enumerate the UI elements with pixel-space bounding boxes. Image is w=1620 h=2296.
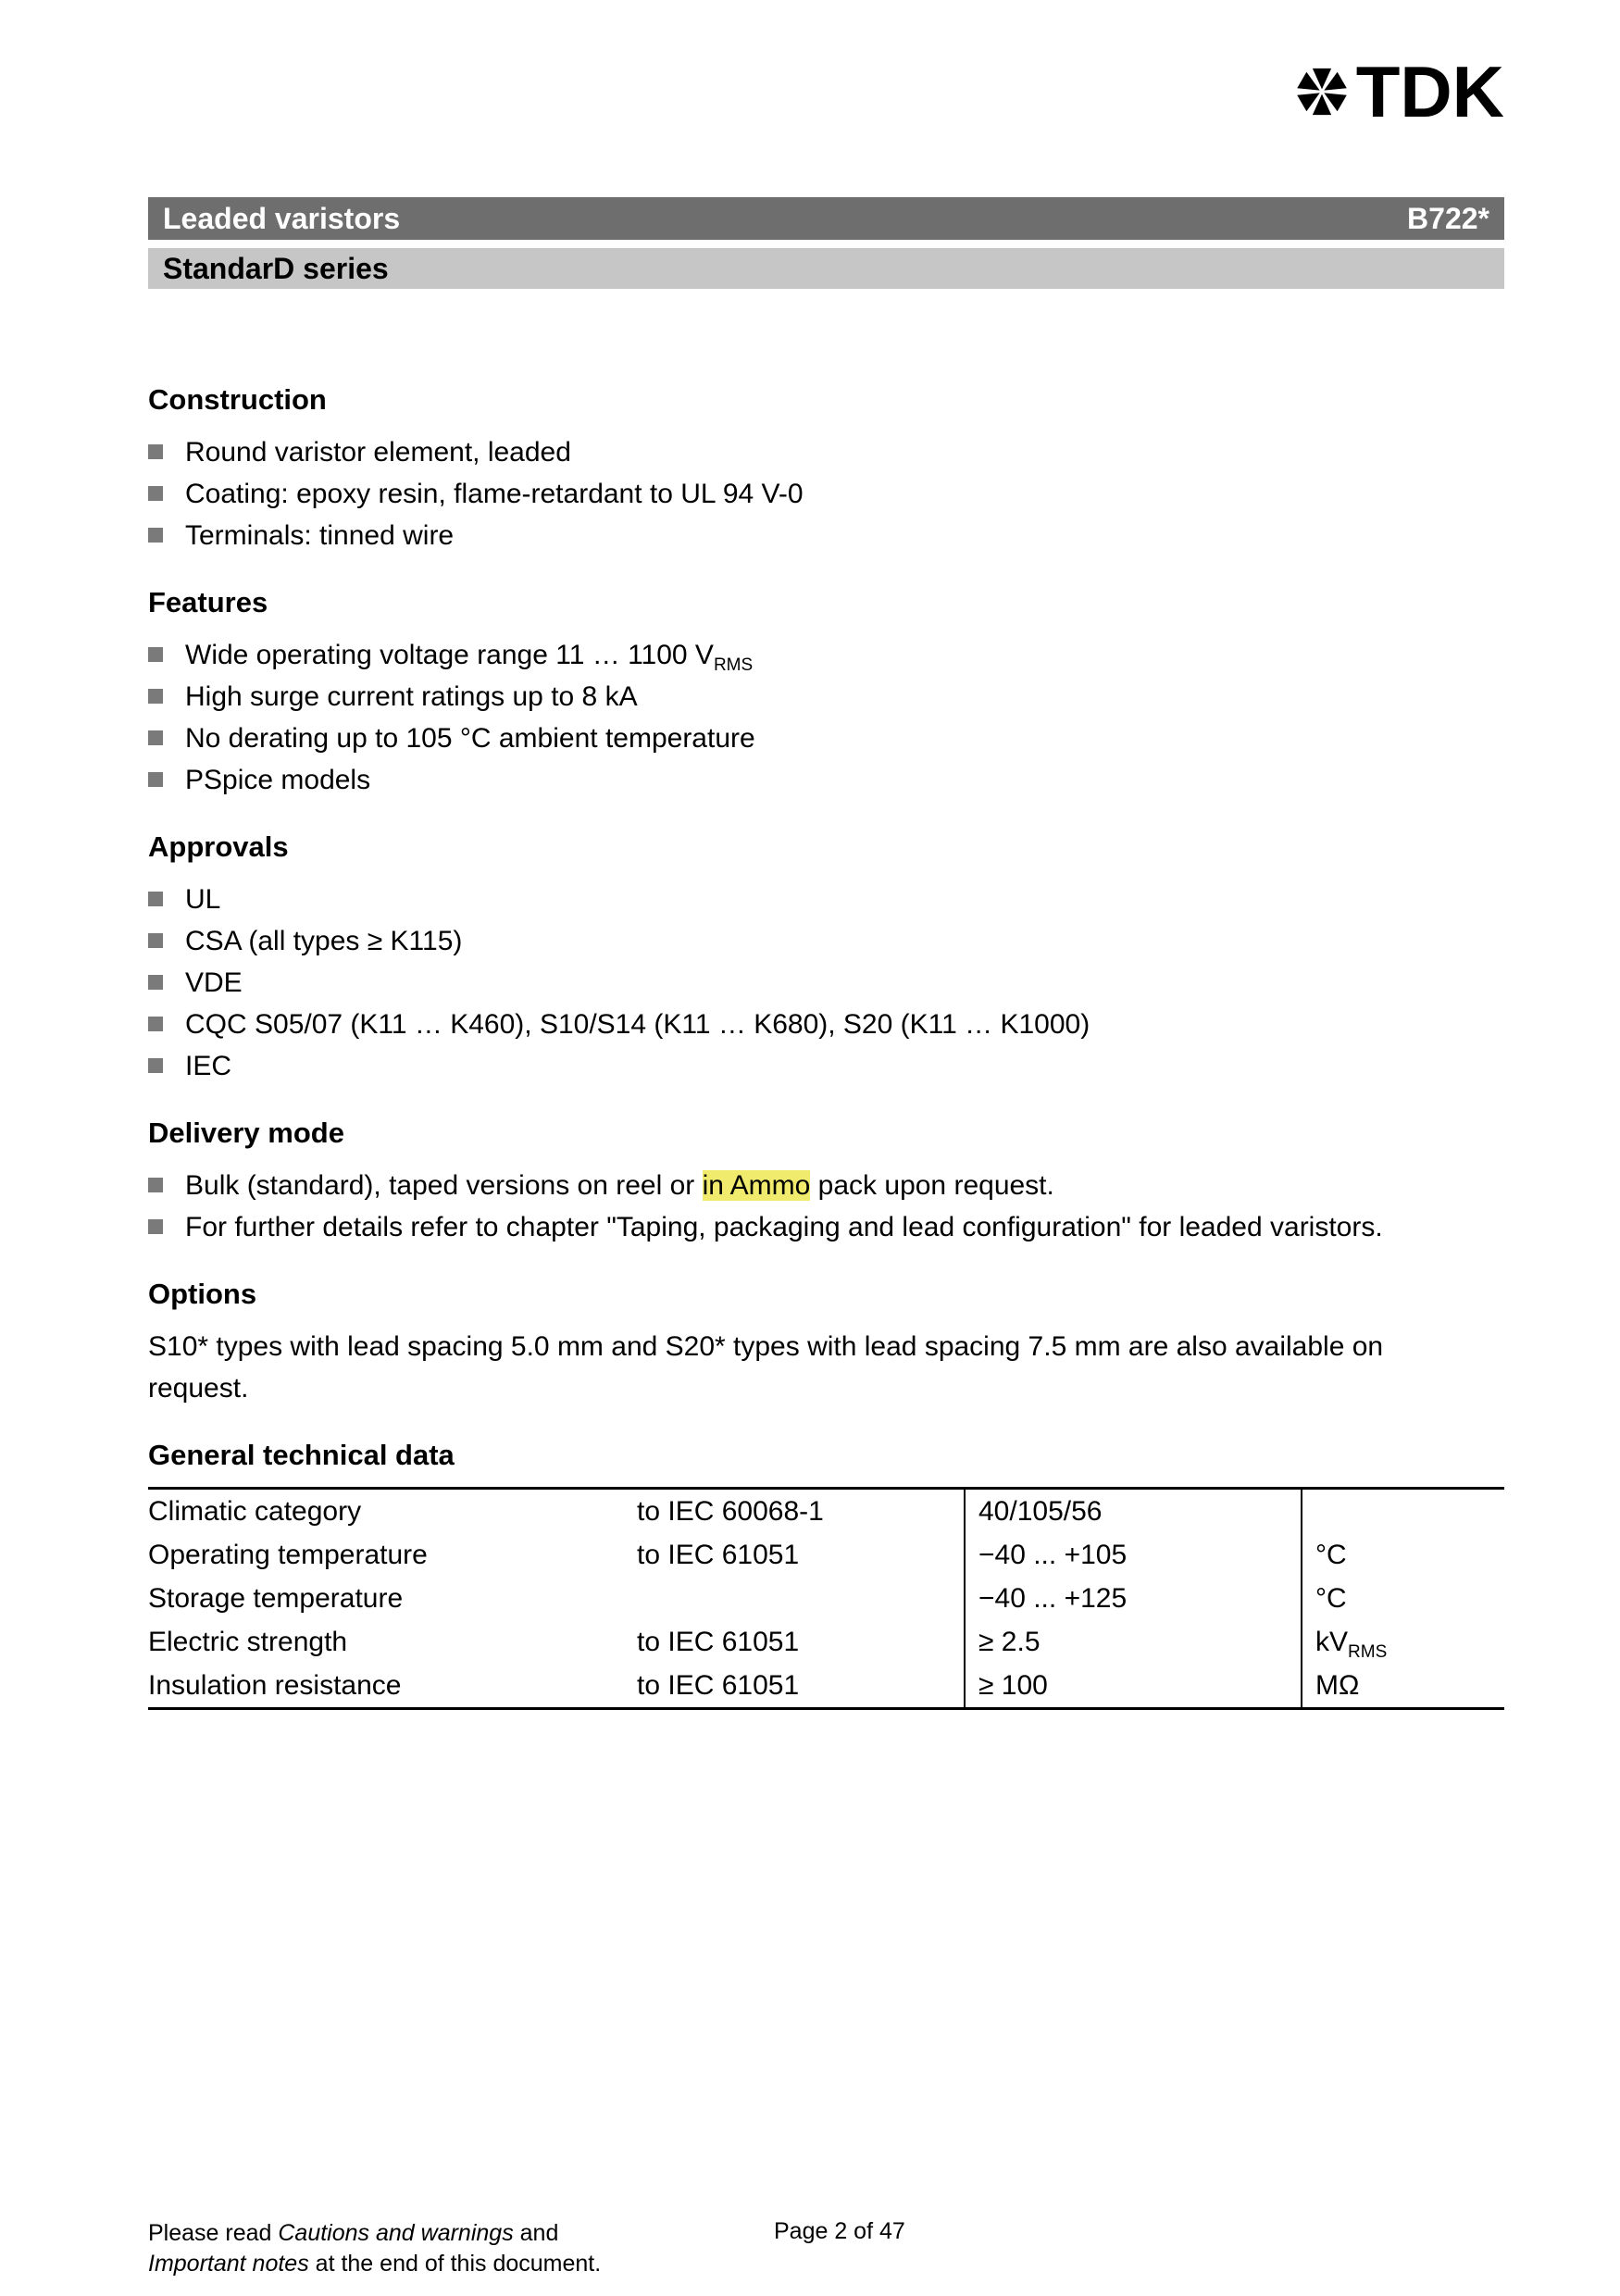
section-heading-features: Features: [148, 586, 268, 618]
footer-text: at the end of this document.: [308, 2251, 602, 2277]
list-item: [148, 1165, 1504, 1206]
cell-property: Climatic category: [148, 1496, 362, 1527]
list-item-text: Wide operating voltage range 11 … 1100 V: [185, 640, 714, 670]
unit-text: °C: [1315, 1540, 1347, 1570]
construction-list: [148, 431, 1504, 556]
footer-line-2: [148, 2249, 601, 2279]
section-heading-general-technical-data: General technical data: [148, 1439, 455, 1471]
section-heading-options: Options: [148, 1278, 257, 1310]
cell-value: ≥ 2.5: [964, 1620, 1301, 1664]
subheader-bar: [148, 248, 1504, 289]
part-number: B722*: [1407, 201, 1489, 235]
list-item: [148, 676, 1504, 718]
cell-unit: [1301, 1490, 1504, 1533]
cell-unit: [1301, 1533, 1504, 1577]
delivery-mode-list: [148, 1165, 1504, 1248]
list-item: [148, 1045, 1504, 1087]
footer-note: [148, 2218, 601, 2279]
list-item: [148, 920, 1504, 962]
list-item-text: VDE: [185, 967, 243, 998]
page-number: Page 2 of 47: [774, 2218, 905, 2244]
tdk-star-icon: [1292, 62, 1352, 121]
list-item-text: Round varistor element, leaded: [185, 437, 571, 468]
unit-text: MΩ: [1315, 1670, 1360, 1701]
list-item-text: CQC S05/07 (K11 … K460), S10/S14 (K11 … K680), S20 (K11 … K1000): [185, 1009, 1090, 1040]
footer-line-1: [148, 2218, 601, 2249]
cell-value: ≥ 100: [964, 1664, 1301, 1707]
page-content: [148, 197, 1504, 1710]
list-item-text: Terminals: tinned wire: [185, 520, 455, 551]
list-item-text: No derating up to 105 °C ambient temperature: [185, 723, 755, 754]
list-item: [148, 473, 1504, 515]
cell-unit: [1301, 1577, 1504, 1620]
list-item: [148, 634, 1504, 676]
bullet-square-icon: [148, 1219, 163, 1234]
footer-text-italic: Important notes: [148, 2251, 309, 2277]
cell-property: Insulation resistance: [148, 1670, 402, 1701]
subscript-text: RMS: [713, 655, 754, 675]
cell-value: −40 ... +125: [964, 1577, 1301, 1620]
header-bar: [148, 197, 1504, 240]
unit-text: °C: [1315, 1583, 1347, 1614]
section-heading-approvals: Approvals: [148, 830, 289, 863]
unit-subscript: RMS: [1348, 1642, 1388, 1662]
bullet-square-icon: [148, 486, 163, 501]
list-item: [148, 962, 1504, 1004]
section-heading-construction: Construction: [148, 383, 327, 416]
bullet-square-icon: [148, 772, 163, 787]
cell-unit: [1301, 1664, 1504, 1707]
list-item-text: pack upon request.: [810, 1170, 1054, 1201]
list-item-text: Bulk (standard), taped versions on reel or: [185, 1170, 703, 1201]
list-item: [148, 431, 1504, 473]
cell-standard: [637, 1577, 964, 1620]
cell-property: Storage temperature: [148, 1583, 404, 1614]
cell-unit: [1301, 1620, 1504, 1664]
bullet-square-icon: [148, 975, 163, 990]
list-item: [148, 879, 1504, 920]
list-item-text: PSpice models: [185, 765, 371, 795]
bullet-square-icon: [148, 444, 163, 459]
bullet-square-icon: [148, 689, 163, 704]
tdk-logo: [1292, 51, 1504, 132]
bullet-square-icon: [148, 730, 163, 745]
footer-text: Please read: [148, 2220, 279, 2246]
bullet-square-icon: [148, 647, 163, 662]
list-item-text: High surge current ratings up to 8 kA: [185, 681, 638, 712]
list-item: [148, 759, 1504, 801]
page-title: Leaded varistors: [163, 201, 401, 235]
cell-property: Operating temperature: [148, 1540, 428, 1570]
cell-property: Electric strength: [148, 1627, 348, 1657]
section-heading-delivery-mode: Delivery mode: [148, 1117, 344, 1149]
footer-text: and: [513, 2220, 559, 2246]
cell-standard: to IEC 61051: [637, 1540, 800, 1570]
list-item-text: UL: [185, 884, 221, 915]
bullet-square-icon: [148, 528, 163, 543]
list-item: [148, 1206, 1504, 1248]
list-item-text: Coating: epoxy resin, flame-retardant to UL 94 V-0: [185, 479, 804, 509]
list-item: [148, 1004, 1504, 1045]
options-paragraph: S10* types with lead spacing 5.0 mm and S20* types with lead spacing 7.5 mm are also available on request.: [148, 1331, 1384, 1404]
list-item-text: IEC: [185, 1051, 232, 1081]
bullet-square-icon: [148, 933, 163, 948]
unit-text: kV: [1315, 1627, 1349, 1657]
bullet-square-icon: [148, 892, 163, 906]
cell-value: 40/105/56: [964, 1490, 1301, 1533]
tdk-logo-text: TDK: [1355, 51, 1504, 132]
cell-standard: to IEC 61051: [637, 1627, 800, 1657]
list-item: [148, 718, 1504, 759]
approvals-list: [148, 879, 1504, 1087]
features-list: [148, 634, 1504, 801]
series-title: StandarD series: [163, 251, 389, 285]
general-technical-data-table: [148, 1487, 1504, 1710]
bullet-square-icon: [148, 1178, 163, 1192]
list-item-text: CSA (all types ≥ K115): [185, 926, 463, 956]
highlighted-text: in Ammo: [702, 1170, 811, 1201]
list-item: [148, 515, 1504, 556]
footer-text-italic: Cautions and warnings: [278, 2220, 514, 2246]
cell-standard: to IEC 60068-1: [637, 1496, 824, 1527]
cell-standard: to IEC 61051: [637, 1670, 800, 1701]
bullet-square-icon: [148, 1017, 163, 1031]
list-item-text: For further details refer to chapter "Taping, packaging and lead configuration" for leaded varistors.: [185, 1212, 1383, 1242]
cell-value: −40 ... +105: [964, 1533, 1301, 1577]
bullet-square-icon: [148, 1058, 163, 1073]
